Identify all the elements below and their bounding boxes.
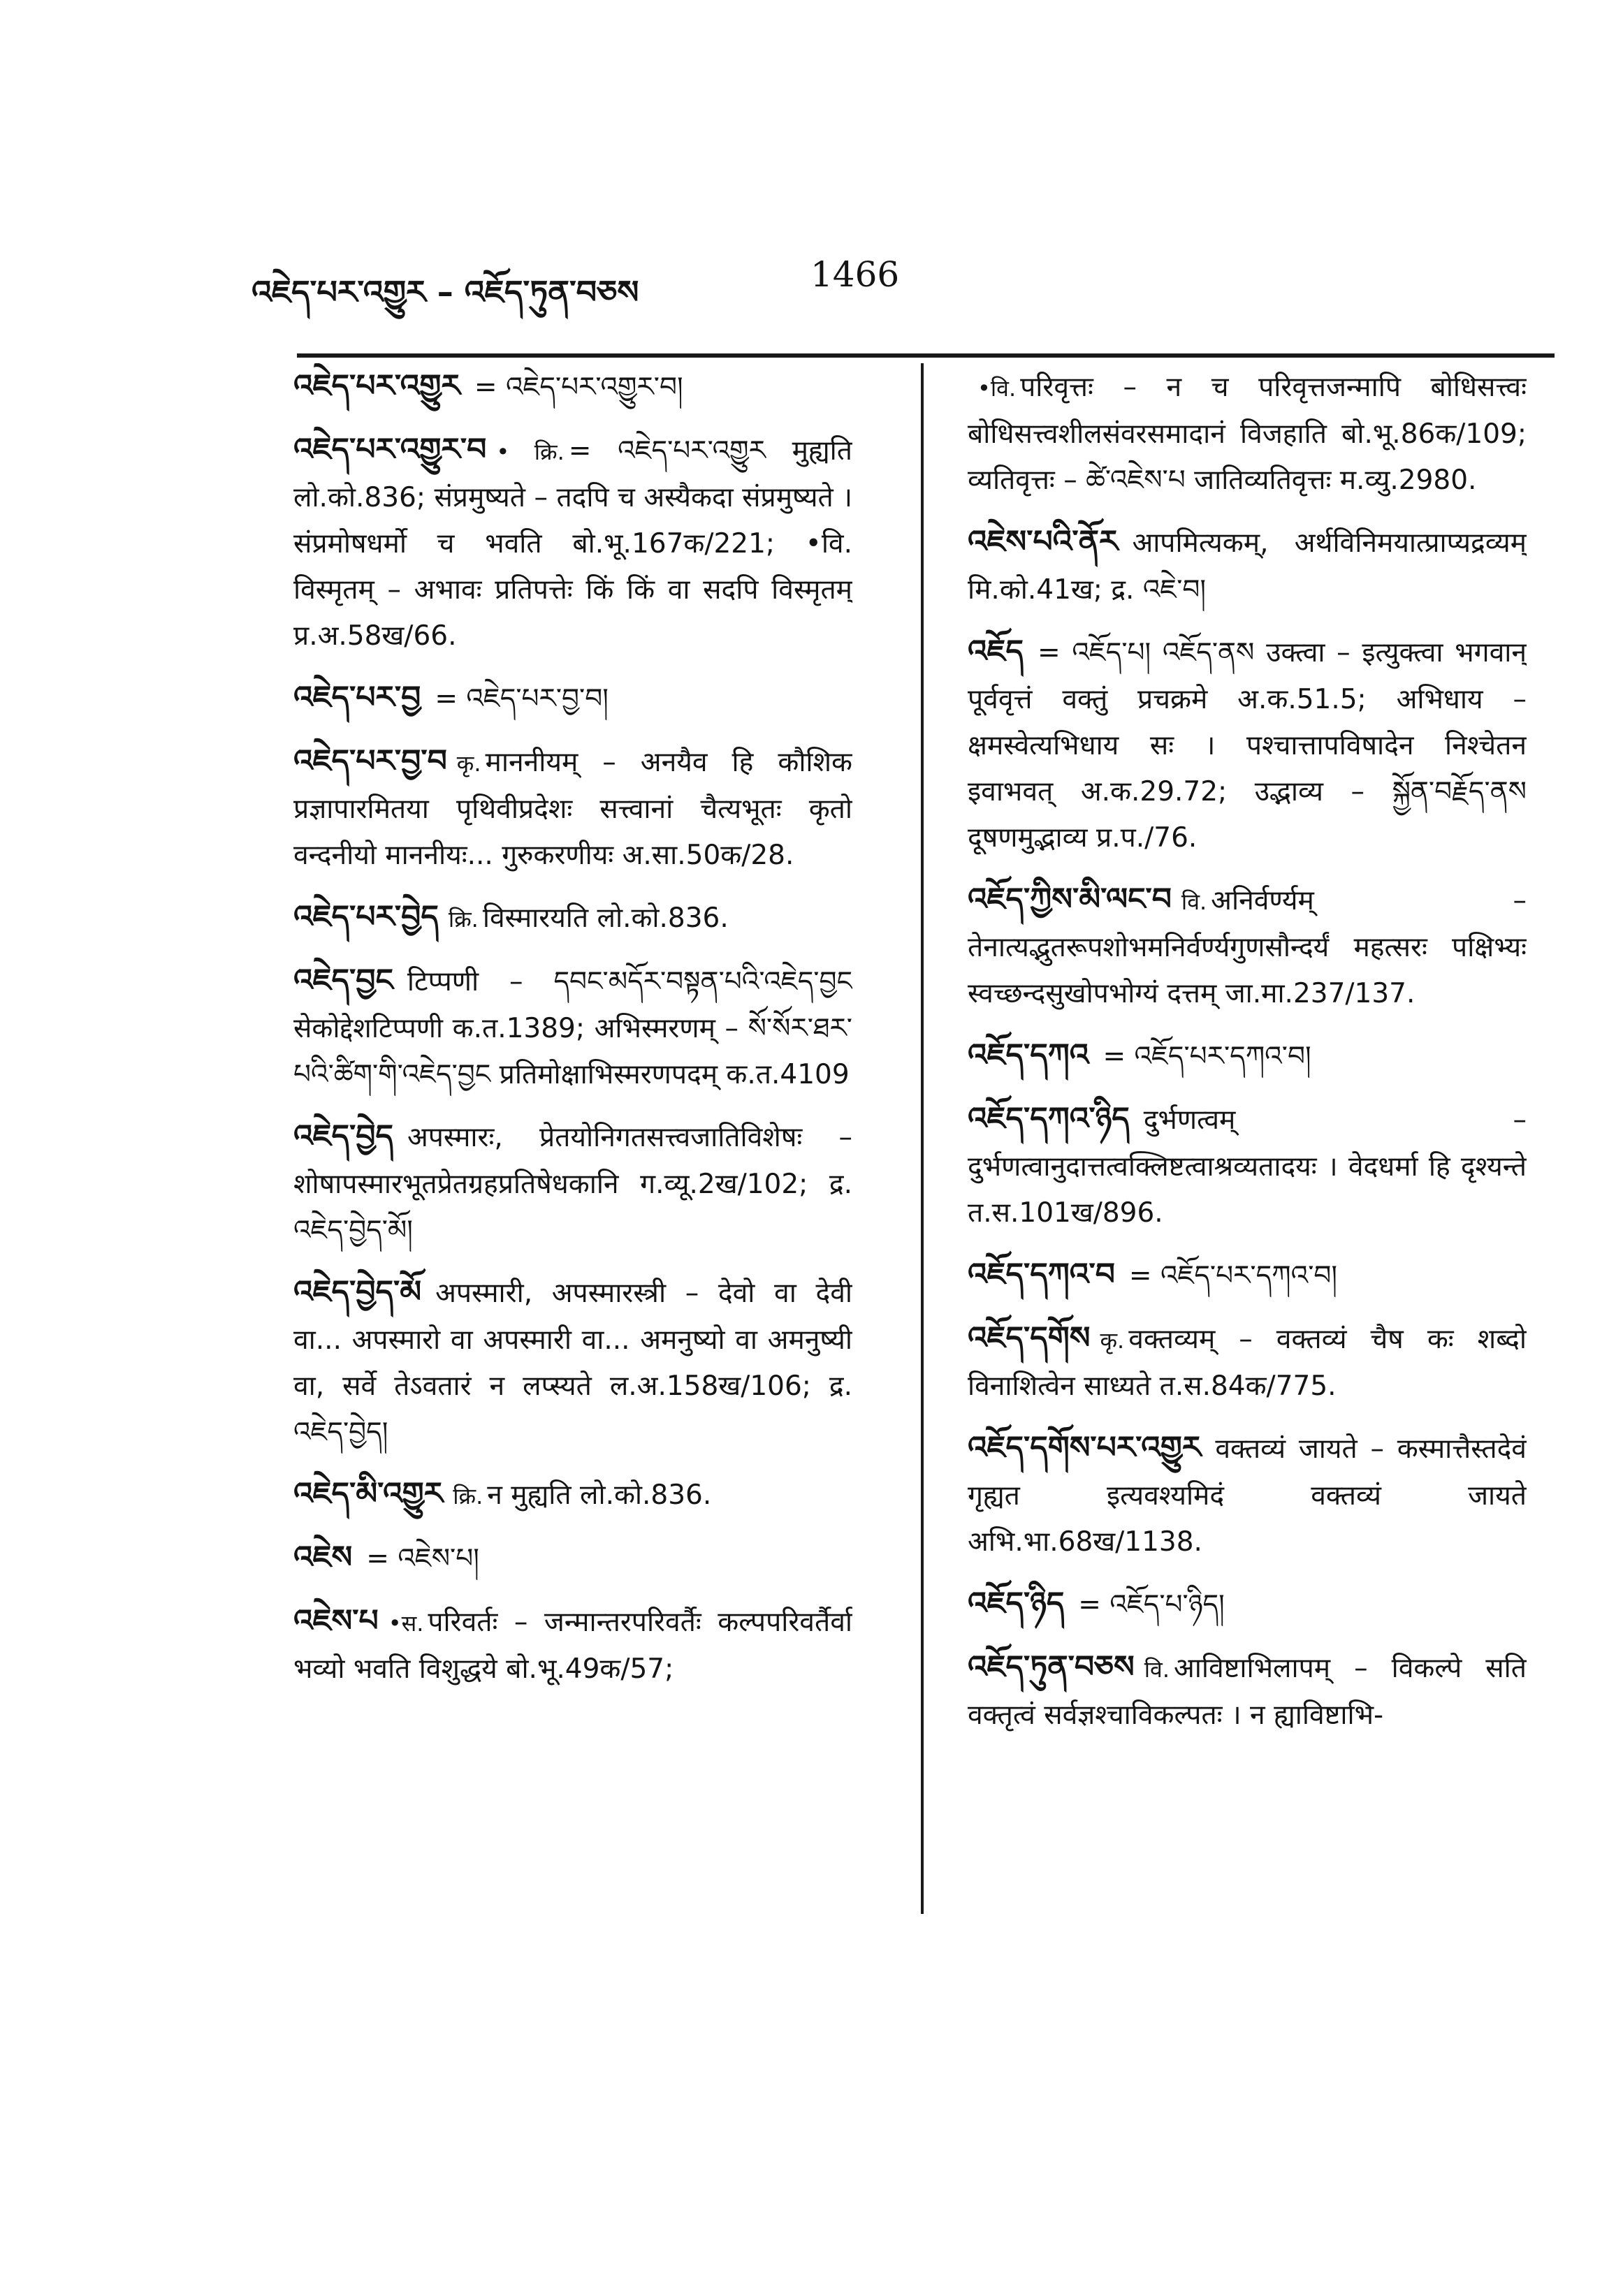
entry-body: न मुह्यति लो.को.836.: [487, 1479, 712, 1511]
dictionary-entry: [293, 427, 852, 659]
entry-body: = འཇེད་པར་འགྱུར་བ།: [474, 372, 683, 403]
entry-body: वक्तव्यम् – वक्तव्यं चैष कः शब्दो विनाशित्वेन साध्यते त.स.84क/775.: [968, 1324, 1527, 1402]
entry-body: = འཇོད་པར་དཀའ་བ།: [1102, 1041, 1311, 1072]
entry-headword: འཇེད་བྱང: [293, 963, 393, 998]
dictionary-entry: [968, 629, 1527, 861]
dictionary-entry: [968, 1425, 1527, 1565]
entry-tag: क्रि.: [448, 906, 479, 933]
entry-headword: འཇོད་དཀའ: [968, 1037, 1089, 1073]
page-header: [0, 254, 1623, 311]
entry-headword: འཇེད་པར་བྱེད: [293, 899, 439, 935]
dictionary-entry: [293, 1535, 852, 1583]
entry-body: दुर्भणत्वम् – दुर्भणत्वानुदात्तत्वक्लिष्टत्वाश्रव्यतादयः । वेदधर्मा हि दृश्यन्ते त.स.101ख/896.: [968, 1104, 1527, 1229]
dictionary-entry: [968, 1644, 1527, 1739]
dictionary-entry: [293, 675, 852, 723]
entry-tag: •स.: [388, 1610, 424, 1637]
entry-headword: འཇོད་ཏུན་བཅས: [968, 1649, 1135, 1685]
entry-headword: འཇེད་བྱེད: [293, 1118, 393, 1154]
dictionary-entry: [293, 363, 852, 411]
entry-body: = འཇོད་པར་དཀའ་བ།: [1128, 1260, 1338, 1292]
entry-headword: འཇོད: [968, 634, 1024, 669]
entry-body: अनिर्वर्ण्यम् – तेनात्यद्भुतरूपशोभमनिर्वर्ण्यगुणसौन्दर्यं महत्सरः पक्षिभ्यः स्वच्छन्दसुखोपभोग्यं दत्तम् जा.मा.237/137.: [968, 885, 1527, 1009]
entry-body: = འཇོད་པ་ཉིད།: [1078, 1589, 1225, 1621]
dictionary-entry: [293, 1471, 852, 1519]
dictionary-entry: [293, 894, 852, 942]
dictionary-entry: [293, 738, 852, 879]
entry-headword: འཇོད་ཀྱིས་མི་ལང་བ: [968, 882, 1172, 917]
entry-tag: वि.: [1144, 1656, 1170, 1683]
entry-body: परिवृत्तः – न च परिवृत्तजन्मापि बोधिसत्त्वः बोधिसत्त्वशीलसंवरसमादानं विजहाति बो.भू.86क/109; व्यतिवृत्तः – ཚེ་འཇེས་པ जातिव्यतिवृत्तः म.व्यु.2980.: [968, 372, 1527, 496]
entry-headword: འཇོད་དགོས་པར་འགྱུར: [968, 1430, 1202, 1465]
entry-body: टिप्पणी – དབང་མདོར་བསྟན་པའི་འཇེད་བྱང सेकोद्देशटिप्पणी क.त.1389; अभिस्मरणम् – སོ་སོར་ཐར་པའི་ཚིག་གི་འཇེད་བྱང प्रतिमोक्षाभिस्मरणपदम् क.त.4109: [293, 966, 852, 1090]
entry-body: अपस्मारी, अपस्मारस्त्री – देवो वा देवी वा... अपस्मारो वा अपस्मारी वा... अमनुष्यो वा अमनुष्यी वा, सर्वे तेऽवतारं न लप्स्यते ल.अ.158ख/106; द्र. འཇེད་བྱེད།: [293, 1278, 852, 1448]
entry-body: वक्तव्यं जायते – कस्मात्तैस्तदेवं गृह्यत इत्यवश्यमिदं वक्तव्यं जायते अभि.भा.68ख/1138.: [968, 1433, 1527, 1558]
dictionary-entry: [968, 519, 1527, 613]
entry-tag: कृ.: [1100, 1327, 1125, 1354]
entry-tag: कृ.: [456, 750, 481, 777]
entry-tag: • क्रि.: [496, 439, 565, 465]
dictionary-entry: [293, 1598, 852, 1692]
entry-body: आविष्टाभिलापम् – विकल्पे सति वक्तृत्वं सर्वज्ञश्चाविकल्पतः । न ह्याविष्टाभि-: [968, 1653, 1527, 1731]
entry-body: अपस्मारः, प्रेतयोनिगतसत्त्वजातिविशेषः – शोषापस्मारभूतप्रेतग्रहप्रतिषेधकानि ग.व्यू.2ख/102; द्र. འཇེད་བྱེད་མོ།: [293, 1122, 852, 1246]
running-head: འཇེད་པར་འགྱུར – འཇོད་ཏུན་བཅས: [252, 273, 639, 311]
entry-headword: འཇོད་དཀའ་ཉིད: [968, 1101, 1130, 1136]
entry-headword: འཇོད་དགོས: [968, 1320, 1091, 1356]
page-number: 1466: [810, 254, 900, 295]
entry-body: = འཇེད་པར་འགྱུར मुह्यति लो.को.836; संप्रमुष्यते – तदपि च अस्यैकदा संप्रमुष्यते । संप्रमोषधर्मो च भवति बो.भू.167क/221; •वि. विस्मृतम् – अभावः प्रतिपत्तेः किं किं वा सदपि विस्मृतम् प्र.अ.58ख/66.: [293, 435, 852, 652]
entry-body: = འཇེད་པར་བྱ་བ།: [435, 683, 609, 715]
dictionary-entry: [293, 1269, 852, 1456]
entry-body: आपमित्यकम्, अर्थविनिमयात्प्राप्यद्रव्यम् मि.को.41ख; द्र. འཇེ་བ།: [968, 527, 1527, 606]
entry-headword: འཇེད་པར་བྱ་བ: [293, 743, 447, 779]
header-rule: [297, 353, 1555, 358]
entry-body: विस्मारयति लो.को.836.: [482, 902, 729, 934]
entry-headword: འཇེད་པར་བྱ: [293, 680, 421, 715]
entry-headword: འཇེས: [293, 1540, 353, 1575]
dictionary-entry: [968, 1096, 1527, 1236]
entry-headword: འཇེད་པར་འགྱུར: [293, 368, 460, 404]
dictionary-entry: [968, 1252, 1527, 1300]
entry-headword: འཇེས་པ: [293, 1603, 379, 1639]
entry-tag: वि.: [1181, 889, 1207, 915]
dictionary-entry: [968, 877, 1527, 1017]
entry-body: परिवर्तः – जन्मान्तरपरिवर्तैः कल्पपरिवर्तैर्वा भव्यो भवति विशुद्धये बो.भू.49क/57;: [293, 1607, 852, 1685]
entry-headword: འཇེས་པའི་ནོར: [968, 524, 1119, 560]
entry-headword: འཇེད་པར་འགྱུར་བ: [293, 432, 487, 467]
dictionary-entry: [968, 363, 1527, 504]
entry-body: = འཇེས་པ།: [366, 1543, 479, 1574]
entry-tag: क्रि.: [453, 1483, 483, 1509]
entry-tag: •वि.: [977, 375, 1017, 402]
entry-headword: འཇོད་ཉིད: [968, 1586, 1065, 1621]
entry-body: माननीयम् – अनयैव हि कौशिक प्रज्ञापारमितया पृथिवीप्रदेशः सत्त्वानां चैत्यभूतः कृतो वन्दनीयो माननीयः... गुरुकरणीयः अ.सा.50क/28.: [293, 747, 852, 871]
entry-headword: འཇེད་མི་འགྱུར: [293, 1476, 444, 1512]
dictionary-entry: [293, 1113, 852, 1254]
entry-headword: འཇེད་བྱེད་མོ: [293, 1274, 422, 1310]
left-column: [293, 363, 852, 1928]
dictionary-entry: [293, 958, 852, 1098]
entry-headword: འཇོད་དཀའ་བ: [968, 1257, 1115, 1292]
right-column: [968, 363, 1527, 1928]
dictionary-entry: [968, 1581, 1527, 1629]
column-divider: [921, 363, 924, 1914]
dictionary-entry: [968, 1032, 1527, 1081]
dictionary-entry: [968, 1315, 1527, 1410]
entry-body: = འཇོད་པ། འཇོད་ནས उक्त्वा – इत्युक्त्वा भगवान् पूर्ववृत्तं वक्तुं प्रचक्रमे अ.क.51.5; अभिधाय – क्षमस्वेत्यभिधाय सः । पश्चात्तापविषादेन निश्चेतन इवाभवत् अ.क.29.72; उद्भाव्य – སྐྱོན་བརྗོད་ནས दूषणमुद्भाव्य प्र.प./76.: [968, 637, 1527, 854]
